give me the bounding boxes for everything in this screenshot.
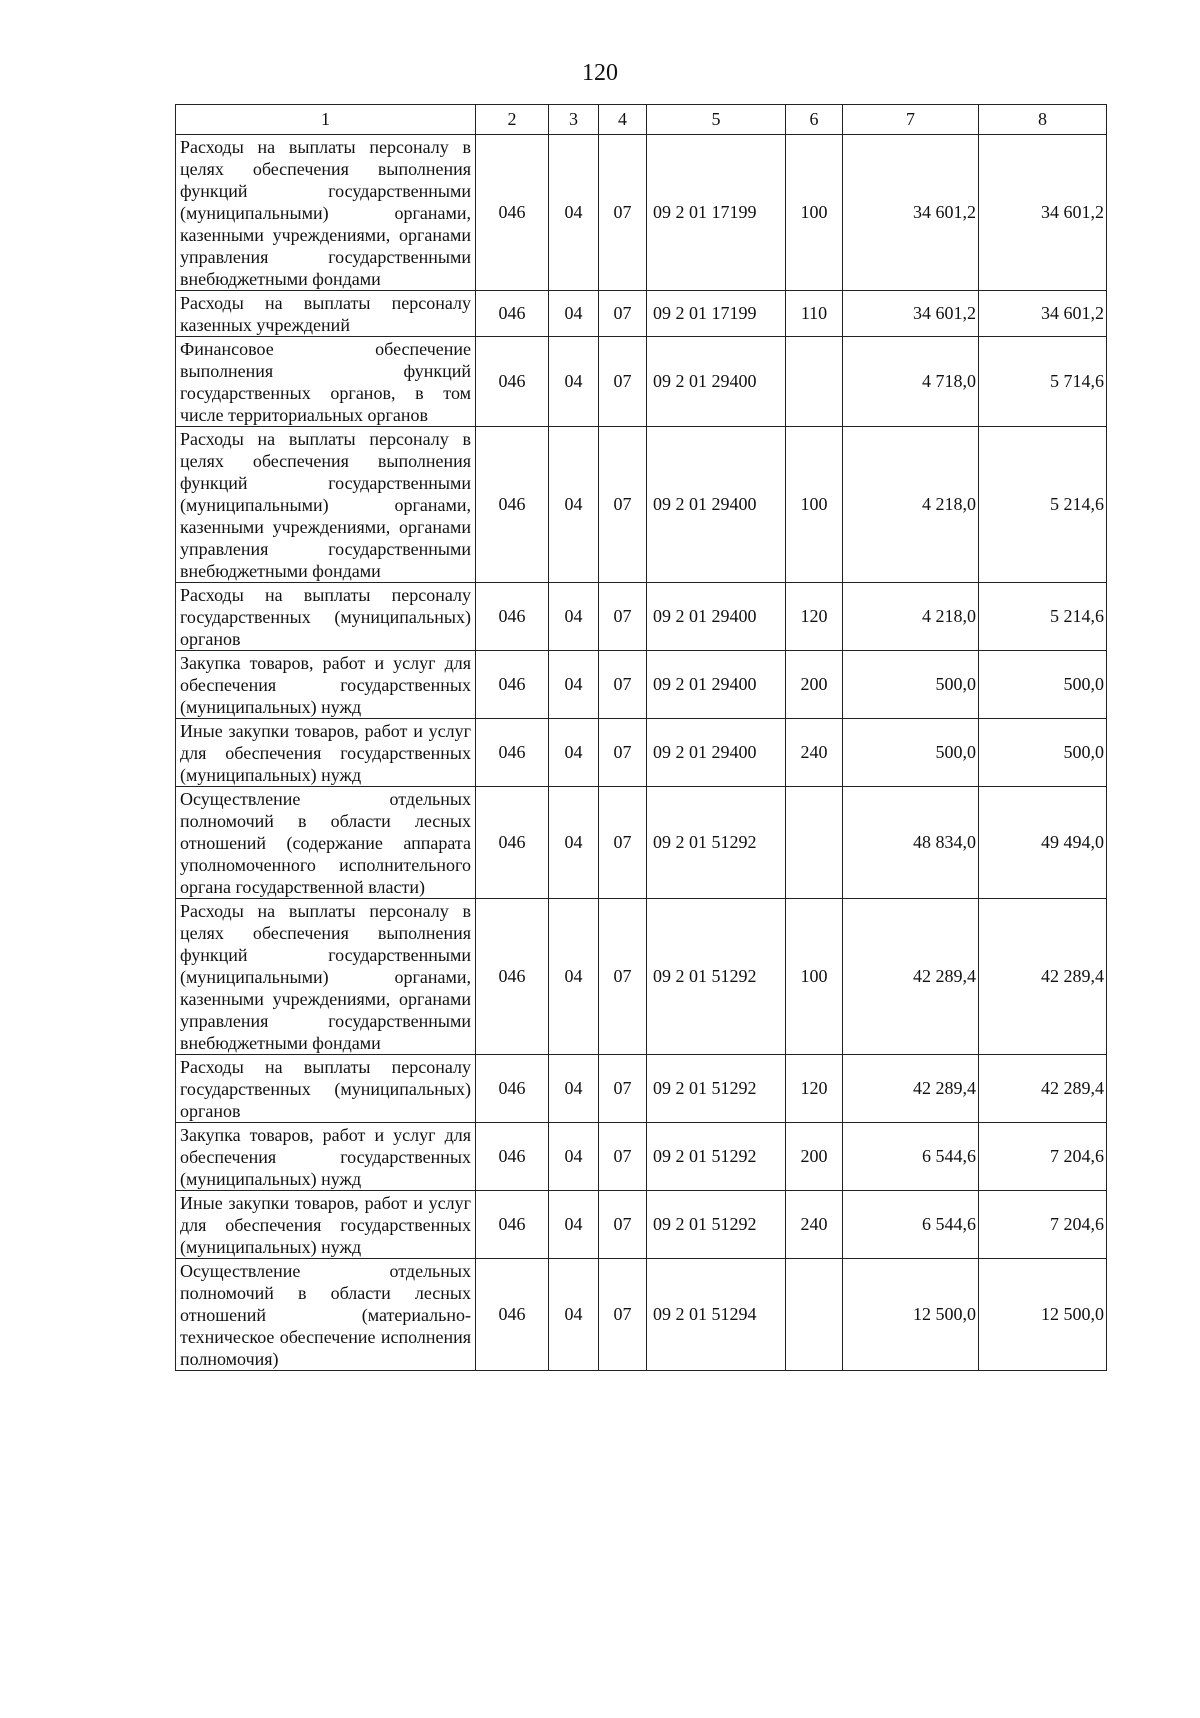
column-header: 8 [979, 105, 1107, 135]
amount-cell-2: 42 289,4 [979, 1055, 1107, 1123]
target-article-cell: 09 2 01 17199 [647, 135, 786, 291]
column-header: 4 [599, 105, 647, 135]
table-row [176, 427, 1107, 583]
amount-cell-1: 42 289,4 [843, 1055, 979, 1123]
table-row [176, 583, 1107, 651]
target-article-cell: 09 2 01 17199 [647, 291, 786, 337]
section-code-cell: 04 [549, 1191, 599, 1259]
amount-cell-1: 4 718,0 [843, 337, 979, 427]
expense-name-cell: Расходы на выплаты персоналу в целях обеспечения выполнения функций государственными (муниципальными) органами, казенными учреждениями, органами управления государственными внебюджетными фондами [176, 899, 476, 1055]
target-article-cell: 09 2 01 29400 [647, 583, 786, 651]
expense-name-cell: Расходы на выплаты персоналу в целях обеспечения выполнения функций государственными (муниципальными) органами, казенными учреждениями, органами управления государственными внебюджетными фондами [176, 427, 476, 583]
subsection-code-cell: 07 [599, 651, 647, 719]
expense-type-cell: 120 [786, 1055, 843, 1123]
section-code-cell: 04 [549, 337, 599, 427]
admin-code-cell: 046 [476, 291, 549, 337]
expense-type-cell [786, 337, 843, 427]
table-row [176, 1123, 1107, 1191]
column-header: 1 [176, 105, 476, 135]
table-row [176, 899, 1107, 1055]
amount-cell-2: 5 714,6 [979, 337, 1107, 427]
subsection-code-cell: 07 [599, 583, 647, 651]
subsection-code-cell: 07 [599, 719, 647, 787]
amount-cell-2: 5 214,6 [979, 427, 1107, 583]
amount-cell-2: 7 204,6 [979, 1123, 1107, 1191]
subsection-code-cell: 07 [599, 1055, 647, 1123]
column-header: 5 [647, 105, 786, 135]
amount-cell-2: 12 500,0 [979, 1259, 1107, 1371]
amount-cell-2: 34 601,2 [979, 135, 1107, 291]
amount-cell-1: 4 218,0 [843, 583, 979, 651]
section-code-cell: 04 [549, 291, 599, 337]
table-body [176, 105, 1107, 1371]
expense-type-cell [786, 1259, 843, 1371]
admin-code-cell: 046 [476, 583, 549, 651]
amount-cell-1: 48 834,0 [843, 787, 979, 899]
section-code-cell: 04 [549, 651, 599, 719]
amount-cell-1: 4 218,0 [843, 427, 979, 583]
admin-code-cell: 046 [476, 719, 549, 787]
amount-cell-2: 7 204,6 [979, 1191, 1107, 1259]
expense-type-cell: 240 [786, 1191, 843, 1259]
admin-code-cell: 046 [476, 651, 549, 719]
amount-cell-2: 42 289,4 [979, 899, 1107, 1055]
admin-code-cell: 046 [476, 337, 549, 427]
amount-cell-2: 500,0 [979, 651, 1107, 719]
target-article-cell: 09 2 01 51292 [647, 1191, 786, 1259]
table-row [176, 1191, 1107, 1259]
expense-type-cell: 120 [786, 583, 843, 651]
section-code-cell: 04 [549, 1123, 599, 1191]
table-row [176, 719, 1107, 787]
subsection-code-cell: 07 [599, 787, 647, 899]
table-row [176, 651, 1107, 719]
target-article-cell: 09 2 01 51292 [647, 787, 786, 899]
admin-code-cell: 046 [476, 135, 549, 291]
amount-cell-2: 5 214,6 [979, 583, 1107, 651]
admin-code-cell: 046 [476, 899, 549, 1055]
target-article-cell: 09 2 01 51294 [647, 1259, 786, 1371]
expense-type-cell: 240 [786, 719, 843, 787]
section-code-cell: 04 [549, 583, 599, 651]
admin-code-cell: 046 [476, 1259, 549, 1371]
expense-name-cell: Иные закупки товаров, работ и услуг для обеспечения государственных (муниципальных) нужд [176, 719, 476, 787]
subsection-code-cell: 07 [599, 337, 647, 427]
subsection-code-cell: 07 [599, 1191, 647, 1259]
expense-name-cell: Осуществление отдельных полномочий в области лесных отношений (содержание аппарата уполномоченного исполнительного органа государственной власти) [176, 787, 476, 899]
expense-name-cell: Расходы на выплаты персоналу в целях обеспечения выполнения функций государственными (муниципальными) органами, казенными учреждениями, органами управления государственными внебюджетными фондами [176, 135, 476, 291]
expense-name-cell: Расходы на выплаты персоналу казенных учреждений [176, 291, 476, 337]
expense-type-cell: 100 [786, 427, 843, 583]
table-row [176, 1055, 1107, 1123]
amount-cell-2: 500,0 [979, 719, 1107, 787]
target-article-cell: 09 2 01 51292 [647, 1055, 786, 1123]
section-code-cell: 04 [549, 427, 599, 583]
column-header: 6 [786, 105, 843, 135]
expense-name-cell: Иные закупки товаров, работ и услуг для обеспечения государственных (муниципальных) нужд [176, 1191, 476, 1259]
expense-type-cell: 100 [786, 899, 843, 1055]
column-header: 7 [843, 105, 979, 135]
target-article-cell: 09 2 01 29400 [647, 719, 786, 787]
amount-cell-1: 500,0 [843, 651, 979, 719]
table-row [176, 787, 1107, 899]
amount-cell-1: 500,0 [843, 719, 979, 787]
expense-type-cell [786, 787, 843, 899]
expense-name-cell: Расходы на выплаты персоналу государственных (муниципальных) органов [176, 583, 476, 651]
target-article-cell: 09 2 01 29400 [647, 427, 786, 583]
table-row [176, 135, 1107, 291]
expense-name-cell: Закупка товаров, работ и услуг для обеспечения государственных (муниципальных) нужд [176, 1123, 476, 1191]
admin-code-cell: 046 [476, 787, 549, 899]
expense-name-cell: Закупка товаров, работ и услуг для обеспечения государственных (муниципальных) нужд [176, 651, 476, 719]
column-header: 3 [549, 105, 599, 135]
target-article-cell: 09 2 01 51292 [647, 1123, 786, 1191]
expense-name-cell: Финансовое обеспечение выполнения функций государственных органов, в том числе территориальных органов [176, 337, 476, 427]
subsection-code-cell: 07 [599, 899, 647, 1055]
amount-cell-1: 6 544,6 [843, 1123, 979, 1191]
amount-cell-1: 12 500,0 [843, 1259, 979, 1371]
expense-name-cell: Осуществление отдельных полномочий в области лесных отношений (материально-техническое обеспечение исполнения полномочия) [176, 1259, 476, 1371]
amount-cell-1: 42 289,4 [843, 899, 979, 1055]
table-row [176, 337, 1107, 427]
page-number: 120 [582, 60, 618, 86]
subsection-code-cell: 07 [599, 135, 647, 291]
admin-code-cell: 046 [476, 1055, 549, 1123]
table-row [176, 1259, 1107, 1371]
budget-table [175, 104, 1107, 1371]
subsection-code-cell: 07 [599, 427, 647, 583]
subsection-code-cell: 07 [599, 291, 647, 337]
table-row [176, 291, 1107, 337]
column-header: 2 [476, 105, 549, 135]
amount-cell-2: 49 494,0 [979, 787, 1107, 899]
section-code-cell: 04 [549, 899, 599, 1055]
section-code-cell: 04 [549, 1259, 599, 1371]
target-article-cell: 09 2 01 29400 [647, 337, 786, 427]
target-article-cell: 09 2 01 51292 [647, 899, 786, 1055]
admin-code-cell: 046 [476, 427, 549, 583]
expense-type-cell: 100 [786, 135, 843, 291]
amount-cell-1: 34 601,2 [843, 135, 979, 291]
subsection-code-cell: 07 [599, 1259, 647, 1371]
section-code-cell: 04 [549, 719, 599, 787]
expense-name-cell: Расходы на выплаты персоналу государственных (муниципальных) органов [176, 1055, 476, 1123]
target-article-cell: 09 2 01 29400 [647, 651, 786, 719]
expense-type-cell: 200 [786, 651, 843, 719]
expense-type-cell: 110 [786, 291, 843, 337]
expense-type-cell: 200 [786, 1123, 843, 1191]
admin-code-cell: 046 [476, 1191, 549, 1259]
amount-cell-1: 34 601,2 [843, 291, 979, 337]
subsection-code-cell: 07 [599, 1123, 647, 1191]
amount-cell-2: 34 601,2 [979, 291, 1107, 337]
section-code-cell: 04 [549, 787, 599, 899]
table-header-row [176, 105, 1107, 135]
section-code-cell: 04 [549, 135, 599, 291]
amount-cell-1: 6 544,6 [843, 1191, 979, 1259]
admin-code-cell: 046 [476, 1123, 549, 1191]
section-code-cell: 04 [549, 1055, 599, 1123]
